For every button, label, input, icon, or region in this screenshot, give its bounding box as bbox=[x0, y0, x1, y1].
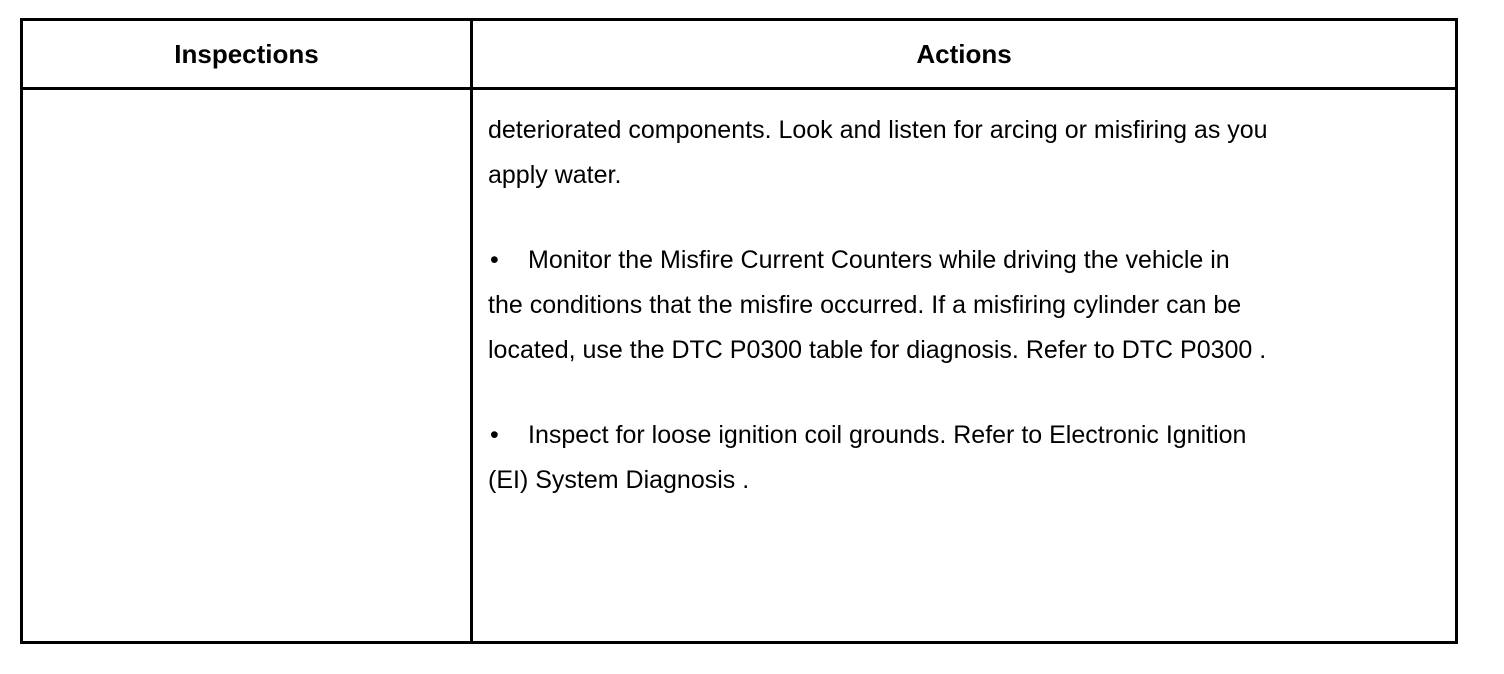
text-line: located, use the DTC P0300 table for diagnosis. Refer to DTC P0300 . bbox=[488, 336, 1267, 364]
bullet-icon: • bbox=[490, 421, 499, 449]
text-line: Inspect for loose ignition coil grounds. Refer to Electronic Ignition bbox=[528, 421, 1247, 449]
header-inspections: Inspections bbox=[174, 38, 319, 69]
table-border-left bbox=[20, 18, 23, 644]
bullet-icon: • bbox=[490, 246, 499, 274]
inspection-table bbox=[20, 18, 1458, 644]
table-border-bottom bbox=[20, 641, 1458, 644]
header-actions: Actions bbox=[916, 38, 1012, 69]
actions-cell bbox=[488, 108, 1388, 503]
column-divider bbox=[470, 18, 473, 644]
text-line: deteriorated components. Look and listen for arcing or misfiring as you bbox=[488, 116, 1268, 144]
action-paragraph bbox=[488, 108, 1388, 198]
text-line: (EI) System Diagnosis . bbox=[488, 466, 750, 494]
action-bullet-misfire-counters bbox=[488, 238, 1388, 373]
action-bullet-coil-grounds bbox=[488, 413, 1388, 503]
text-line: Monitor the Misfire Current Counters while driving the vehicle in bbox=[528, 246, 1230, 274]
text-line: the conditions that the misfire occurred. If a misfiring cylinder can be bbox=[488, 291, 1242, 319]
table-border-right bbox=[1455, 18, 1458, 644]
header-divider bbox=[20, 87, 1458, 90]
text-line: apply water. bbox=[488, 161, 622, 189]
